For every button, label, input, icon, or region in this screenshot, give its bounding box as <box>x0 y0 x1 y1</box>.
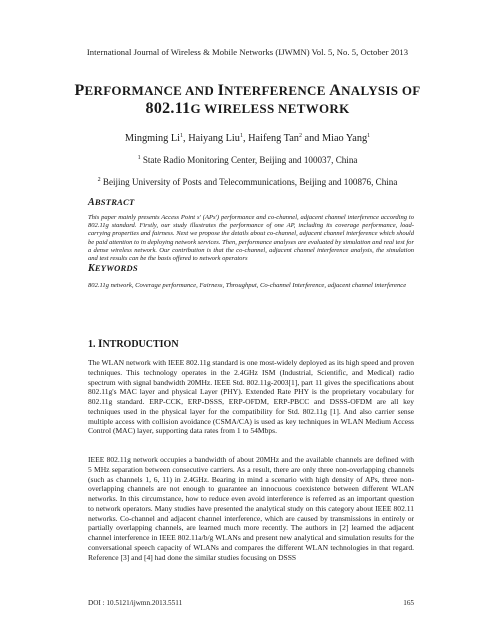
keywords-text: 802.11g network, Coverage performance, Fairness, Throughput, Co-channel Interference, adjacent channel interference <box>88 282 407 289</box>
author-list <box>0 133 495 144</box>
title-line-2 <box>40 100 455 118</box>
page-number: 165 <box>403 599 414 607</box>
author-affiliation-mark: 1 <box>367 133 371 139</box>
affiliation-mark: 1 <box>137 155 141 161</box>
title-word-lead: P <box>74 82 85 99</box>
author-name: Haiyang Liu <box>188 133 240 144</box>
title-word-rest: G WIRELESS NETWORK <box>190 101 350 116</box>
heading-rest: NTRODUCTION <box>102 339 179 350</box>
affiliation-mark: 2 <box>97 177 101 183</box>
author-affiliation-mark: 2 <box>298 133 302 139</box>
title-word-rest: NALYSIS OF <box>341 83 421 98</box>
author-separator: , <box>242 133 249 144</box>
author-affiliation-mark: 1 <box>180 133 184 139</box>
section-number: 1. <box>88 339 98 350</box>
author-affiliation-mark: 1 <box>239 133 243 139</box>
title-line-1 <box>40 82 455 100</box>
abstract-heading <box>88 197 134 208</box>
heading-lead: A <box>88 197 95 208</box>
affiliation-2 <box>0 177 495 187</box>
intro-paragraph-2: IEEE 802.11g network occupies a bandwidth of about 20MHz and the available channels are defined with 5 MHz separation between consecutive carriers. As a result, there are only three non-overlapping channels (such as channels 1, 6, 11) in 2.4GHz. Bearing in mind a scenario with high density of APs, three non-overlapping channels are not enough to guarantee an innocuous coexistence between different WLAN networks. In this circumstance, how to reduce even avoid interference is referred as an important question to network operators. Many studies have presented the analytical study on this category about IEEE 802.11 networks. Co-channel and adjacent channel interference, which are caused by transmissions in entirely or partially overlapping channels, are learned much more recently. The authors in [2] learned the adjacent channel interference in IEEE 802.11a/b/g WLANs and present new analytical and simulation results for the conversational speech capacity of WLANs and compares the different WLAN technologies in that regard. Reference [3] and [4] had done the similar studies focusing on DSSS <box>88 455 414 562</box>
heading-lead: K <box>88 263 95 274</box>
title-word-rest: ERFORMANCE AND <box>84 83 218 98</box>
affiliation-text: Beijing University of Posts and Telecommunications, Beijing and 100876, China <box>100 177 398 187</box>
abstract-text: This paper mainly presents Access Point s' (APs') performance and co-channel, adjacent channel interference according to 802.11g standard. Firstly, our study illustrates the performance of one AP, including its coverage performance, load-carrying properties and fairness. Next we propose the details about co-channel, adjacent channel interference which should be paid attention to in deploying network services. Then, performance analyses are evaluated by simulation and real test for a dense wireless network. Our contribution is that the co-channel, adjacent channel interference analysis, the simulation and test results can be the basis offered to network operators <box>88 214 414 263</box>
author-name: Mingming Li <box>124 133 181 144</box>
heading-rest: BSTRACT <box>94 197 135 207</box>
affiliation-text: State Radio Monitoring Center, Beijing and 100037, China <box>140 155 358 165</box>
heading-lead: I <box>98 338 103 350</box>
doi-footer: DOI : 10.5121/ijwmn.2013.5511 <box>88 599 183 607</box>
paper-title <box>40 82 455 118</box>
title-word-lead: A <box>329 82 342 99</box>
author-separator: , <box>183 133 189 144</box>
title-word-lead: 802.11 <box>145 100 191 117</box>
author-name: Miao Yang <box>321 133 368 144</box>
title-word-rest: NTERFERENCE <box>224 83 330 98</box>
intro-paragraph-1: The WLAN network with IEEE 802.11g standard is one most-widely deployed as its high speed and proven techniques. This technology operates in the 2.4GHz ISM (Industrial, Scientific, and Medical) radio spectrum with signal bandwidth 20MHz. IEEE Std. 802.11g-2003[1], part 11 gives the specifications about 802.11g's MAC layer and physical Layer (PHY). Extended Rate PHY is the proprietary vocabulary for 802.11g standard. ERP-CCK, ERP-DSSS, ERP-OFDM, ERP-PBCC and DSSS-OFDM are all key techniques used in the physical layer for the compatibility for Std. 802.11g [1]. And also carrier sense multiple access with collision avoidance (CSMA/CA) is used as key techniques in WLAN Medium Access Control (MAC) layer, supporting data rates from 1 to 54Mbps. <box>88 358 414 436</box>
author-name: Haifeng Tan <box>248 133 299 144</box>
keywords-heading <box>88 263 138 274</box>
affiliation-1 <box>0 155 495 165</box>
introduction-heading <box>88 338 179 350</box>
author-separator: and <box>301 133 322 144</box>
journal-header: International Journal of Wireless & Mobile Networks (IJWMN) Vol. 5, No. 5, October 2013 <box>86 47 409 57</box>
heading-rest: EYWORDS <box>94 263 138 273</box>
title-word-lead: I <box>217 82 225 99</box>
